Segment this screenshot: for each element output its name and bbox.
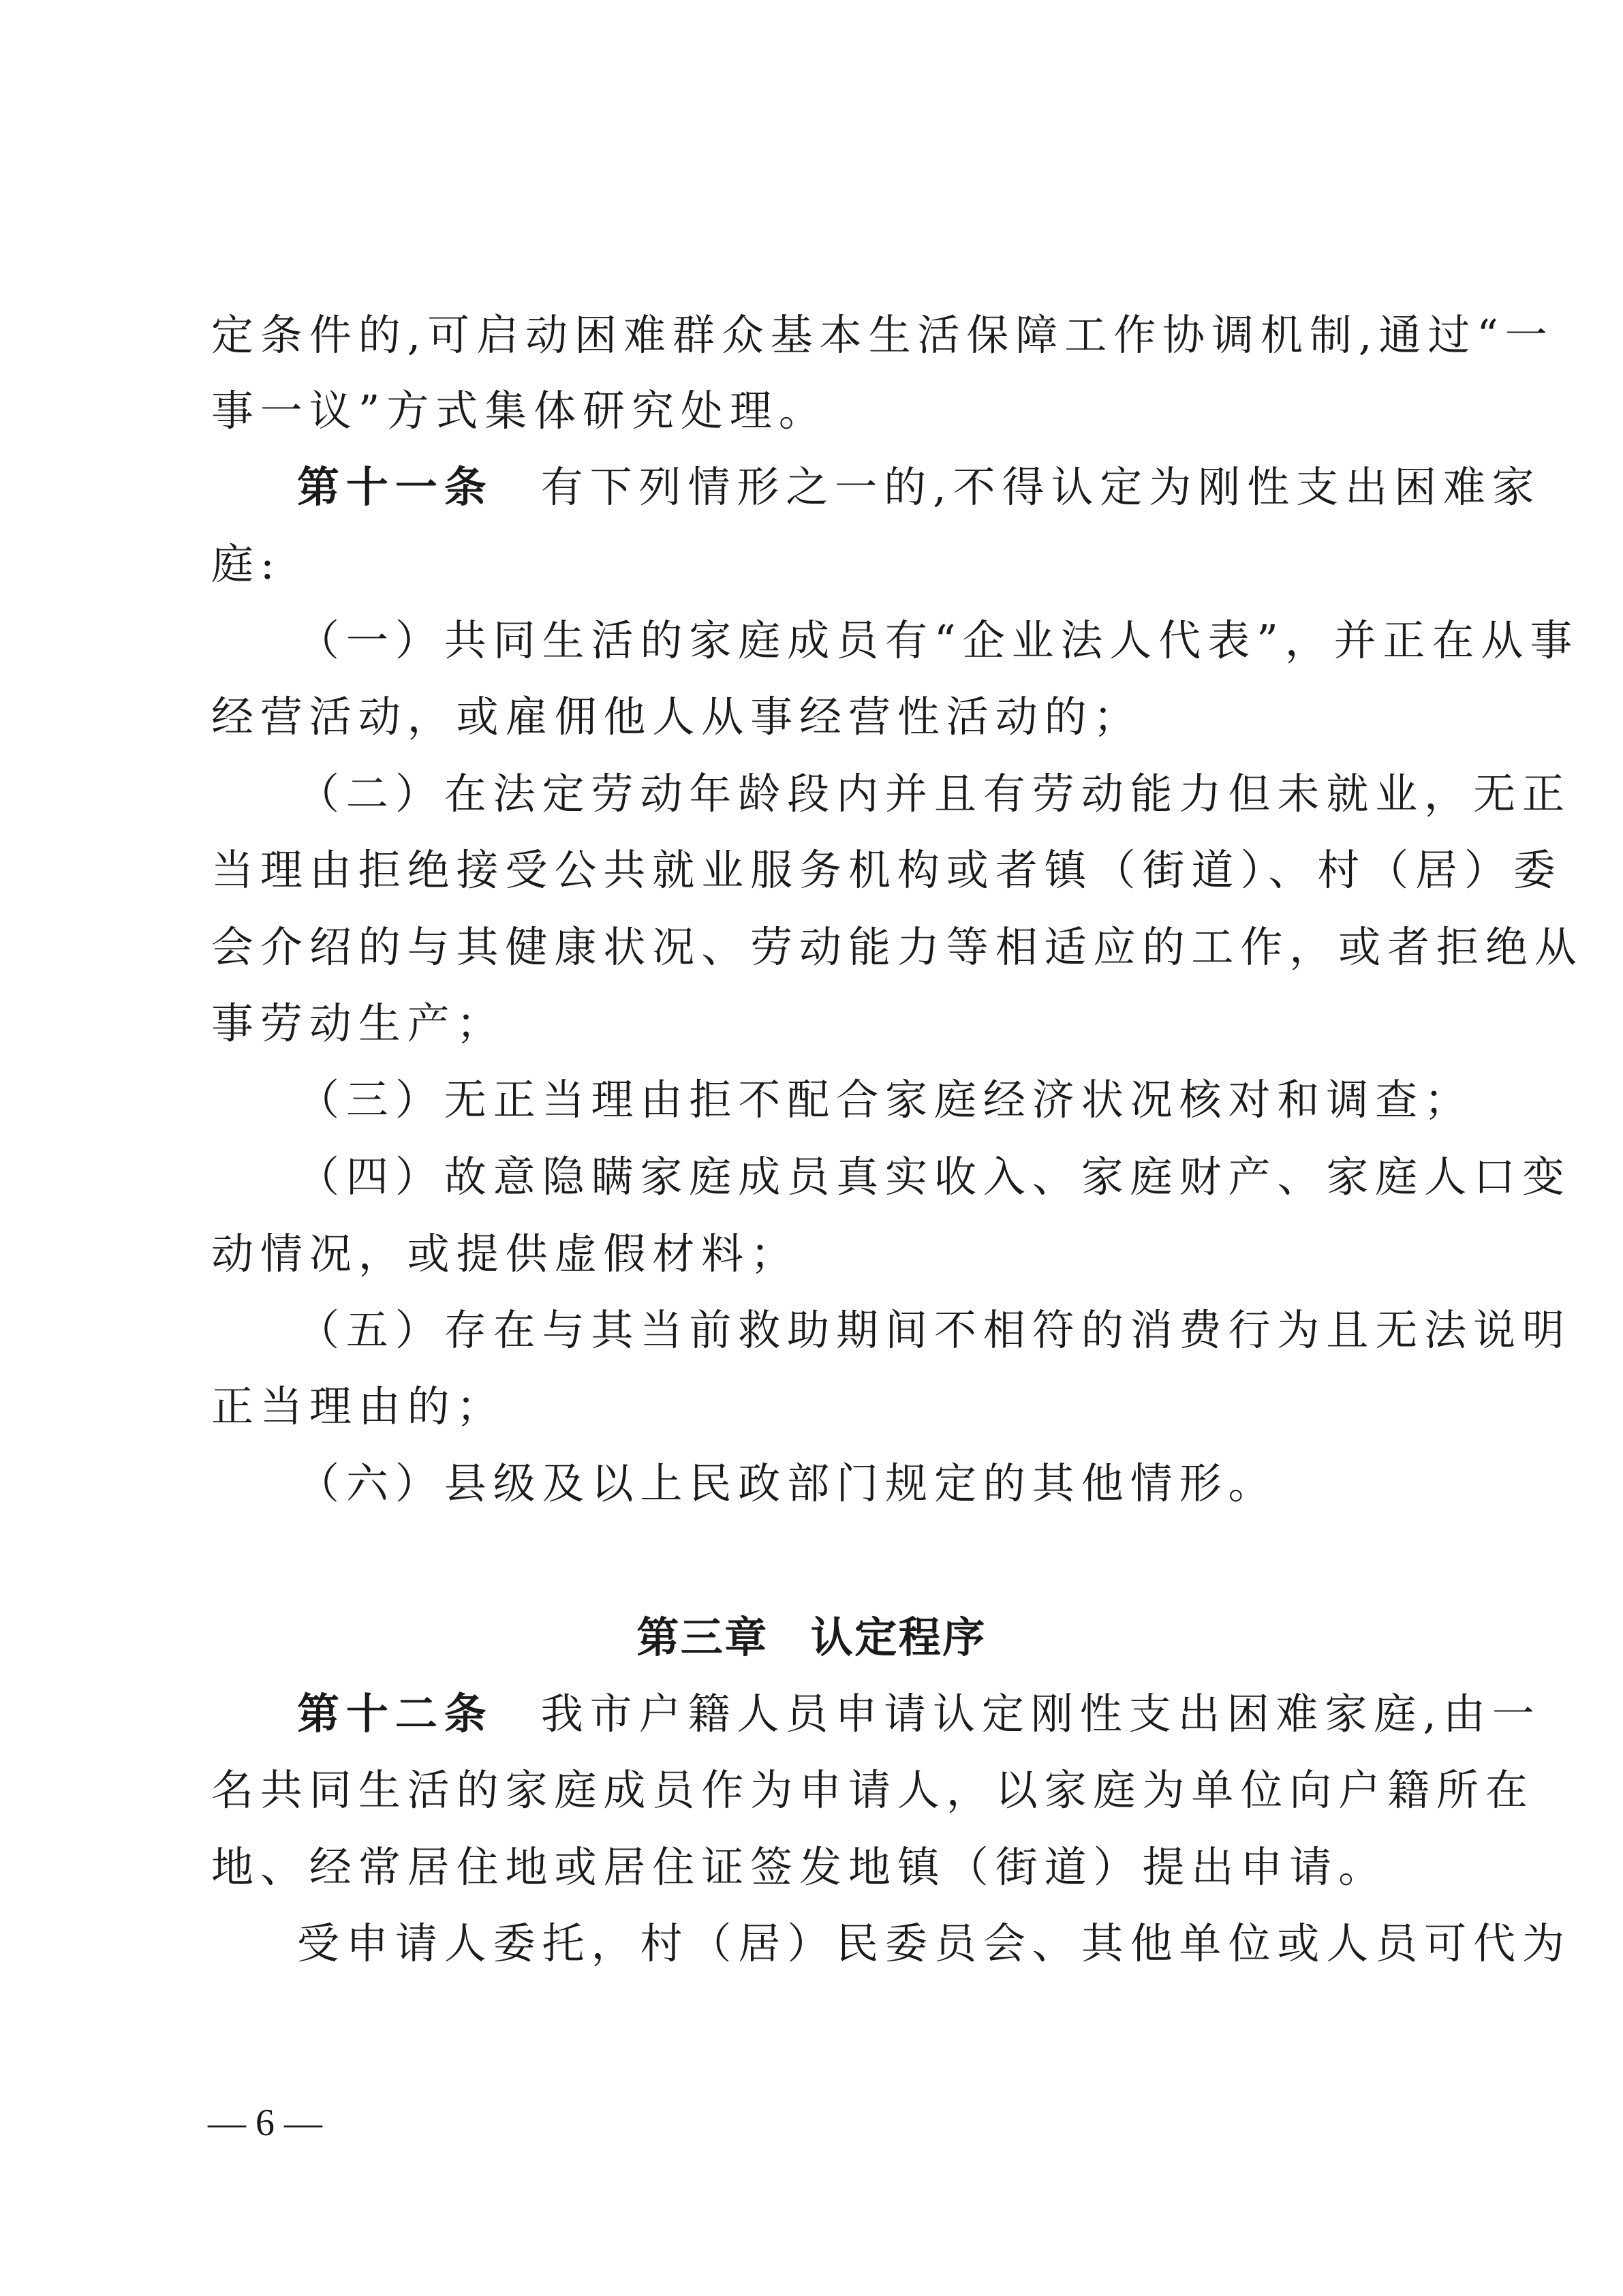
text-line: 正当理由的； [211,1381,506,1431]
text-line: 会介绍的与其健康状况、劳动能力等相适应的工作，或者拒绝从 [211,922,1583,972]
article-12-title: 第十二条 [297,1689,493,1739]
item-2-line: （二）在法定劳动年龄段内并且有劳动能力但未就业，无正 [297,769,1571,818]
chapter-heading [0,1610,1623,1665]
text-line: 庭: [211,539,281,589]
page-number: — 6 — [208,2102,322,2144]
article-12-text: 我市户籍人员申请认定刚性支出困难家庭,由一 [540,1689,1541,1739]
text-line: 地、经常居住地或居住证签发地镇（街道）提出申请。 [211,1842,1388,1892]
chapter-number: 第三章 [636,1612,769,1662]
article-11-text: 有下列情形之一的,不得认定为刚性支出困难家 [540,462,1541,512]
article-11-title: 第十一条 [297,462,493,512]
text-line: 事一议”方式集体研究处理。 [211,386,828,435]
item-3-line: （三）无正当理由拒不配合家庭经济状况核对和调查； [297,1075,1474,1124]
text-line: 定条件的,可启动困难群众基本生活保障工作协调机制,通过“一 [211,310,1554,360]
text-line: 经营活动，或雇佣他人从事经营性活动的； [211,692,1143,741]
chapter-title: 认定程序 [810,1612,987,1662]
text-line: 受申请人委托，村（居）民委员会、其他单位或人员可代为 [297,1918,1571,1968]
text-line: 事劳动生产； [211,998,506,1048]
text-line: 名共同生活的家庭成员作为申请人，以家庭为单位向户籍所在 [211,1765,1534,1815]
text-line: 动情况，或提供虚假材料； [211,1229,800,1279]
article-11-paragraph [297,460,1541,515]
item-1-line: （一）共同生活的家庭成员有“企业法人代表”，并正在从事 [297,615,1579,665]
item-4-line: （四）故意隐瞒家庭成员真实收入、家庭财产、家庭人口变 [297,1152,1571,1201]
item-6-line: （六）县级及以上民政部门规定的其他情形。 [297,1458,1278,1508]
text-line: 当理由拒绝接受公共就业服务机构或者镇（街道）、村（居）委 [211,845,1562,895]
item-5-line: （五）存在与其当前救助期间不相符的消费行为且无法说明 [297,1305,1571,1355]
article-12-paragraph [297,1687,1541,1741]
